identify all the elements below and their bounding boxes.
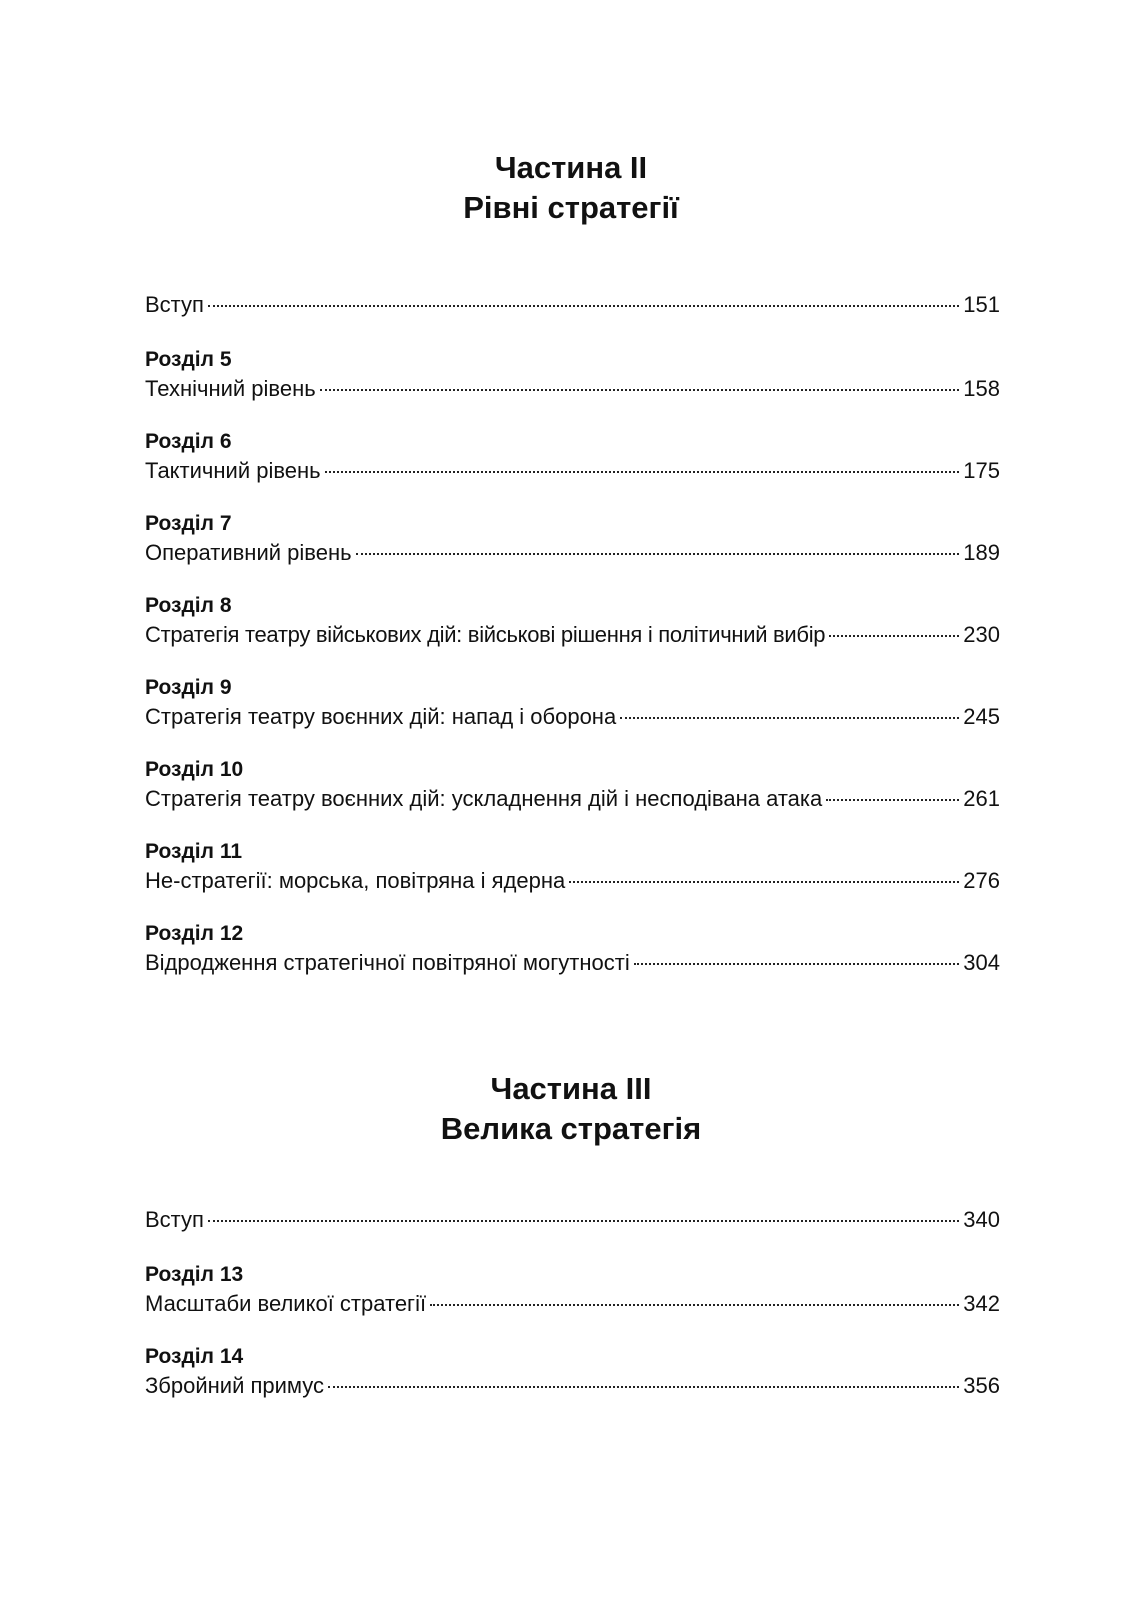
dot-leader (325, 471, 960, 473)
part-3-number: Частина III (490, 1071, 652, 1106)
dot-leader (634, 963, 960, 965)
toc-entry-title: Не-стратегії: морська, повітряна і ядерна (145, 868, 566, 893)
toc-chapter (145, 346, 1000, 404)
dot-leader (829, 635, 959, 637)
toc-entry-title: Тактичний рівень (145, 458, 321, 483)
toc-entry-page: 342 (963, 1291, 1000, 1316)
toc-entry[interactable] (145, 1371, 1000, 1401)
chapter-label: Розділ 8 (145, 594, 232, 617)
part-2-intro (145, 290, 1000, 320)
chapter-label: Розділ 7 (145, 512, 232, 535)
chapter-label: Розділ 14 (145, 1345, 244, 1368)
toc-chapter (145, 428, 1000, 486)
chapter-label: Розділ 13 (145, 1263, 244, 1286)
chapter-label: Розділ 11 (145, 840, 243, 863)
toc-entry[interactable] (145, 702, 1000, 732)
toc-entry-title: Вступ (145, 1207, 204, 1232)
toc-entry-title: Стратегія театру воєнних дій: ускладнення дій і несподівана атака (145, 786, 823, 811)
toc-chapter (145, 920, 1000, 978)
toc-chapter (145, 592, 1000, 650)
part-3-title: Велика стратегія (440, 1111, 702, 1146)
part-2-title: Рівні стратегії (463, 190, 679, 225)
toc-entry[interactable] (145, 1289, 1000, 1319)
toc-chapter (145, 510, 1000, 568)
toc-entry-title: Стратегія театру військових дій: військові рішення і політичний вибір (145, 622, 826, 647)
toc-entry-title: Стратегія театру воєнних дій: напад і оборона (145, 704, 617, 729)
part-3-intro (145, 1205, 1000, 1235)
toc-entry[interactable] (145, 374, 1000, 404)
toc-entry-page: 261 (963, 786, 1000, 811)
toc-chapter (145, 838, 1000, 896)
part-2-heading (0, 148, 1142, 228)
toc-entry[interactable] (145, 866, 1000, 896)
part-2-toc (145, 290, 1000, 1002)
part-3-heading (0, 1069, 1142, 1149)
dot-leader (826, 799, 959, 801)
toc-entry-page: 158 (963, 376, 1000, 401)
dot-leader (569, 881, 959, 883)
toc-entry-page: 151 (963, 292, 1000, 317)
toc-entry-page: 175 (963, 458, 1000, 483)
toc-entry[interactable] (145, 538, 1000, 568)
toc-entry-title: Технічний рівень (145, 376, 316, 401)
toc-entry[interactable] (145, 948, 1000, 978)
toc-entry-title: Збройний примус (145, 1373, 325, 1398)
toc-entry[interactable] (145, 1205, 1000, 1235)
toc-entry-title: Масштаби великої стратегії (145, 1291, 427, 1316)
toc-entry[interactable] (145, 784, 1000, 814)
toc-chapter (145, 1261, 1000, 1319)
toc-entry-page: 189 (963, 540, 1000, 565)
toc-entry-page: 276 (963, 868, 1000, 893)
toc-entry[interactable] (145, 620, 1000, 650)
dot-leader (208, 1220, 959, 1222)
dot-leader (320, 389, 960, 391)
toc-entry-title: Відродження стратегічної повітряної могутності (145, 950, 630, 975)
toc-entry-title: Оперативний рівень (145, 540, 352, 565)
chapter-label: Розділ 6 (145, 430, 232, 453)
dot-leader (620, 717, 959, 719)
dot-leader (208, 305, 959, 307)
toc-entry-page: 304 (963, 950, 1000, 975)
toc-entry-page: 245 (963, 704, 1000, 729)
chapter-label: Розділ 12 (145, 922, 244, 945)
dot-leader (356, 553, 960, 555)
toc-entry-page: 230 (963, 622, 1000, 647)
toc-entry-page: 356 (963, 1373, 1000, 1398)
toc-chapter (145, 756, 1000, 814)
toc-entry-page: 340 (963, 1207, 1000, 1232)
chapter-label: Розділ 10 (145, 758, 244, 781)
toc-entry[interactable] (145, 456, 1000, 486)
toc-chapter (145, 674, 1000, 732)
toc-entry[interactable] (145, 290, 1000, 320)
chapter-label: Розділ 5 (145, 348, 232, 371)
toc-entry-title: Вступ (145, 292, 204, 317)
part-3-toc (145, 1205, 1000, 1425)
dot-leader (328, 1386, 959, 1388)
dot-leader (430, 1304, 959, 1306)
part-2-number: Частина II (494, 150, 648, 185)
toc-chapter (145, 1343, 1000, 1401)
chapter-label: Розділ 9 (145, 676, 232, 699)
